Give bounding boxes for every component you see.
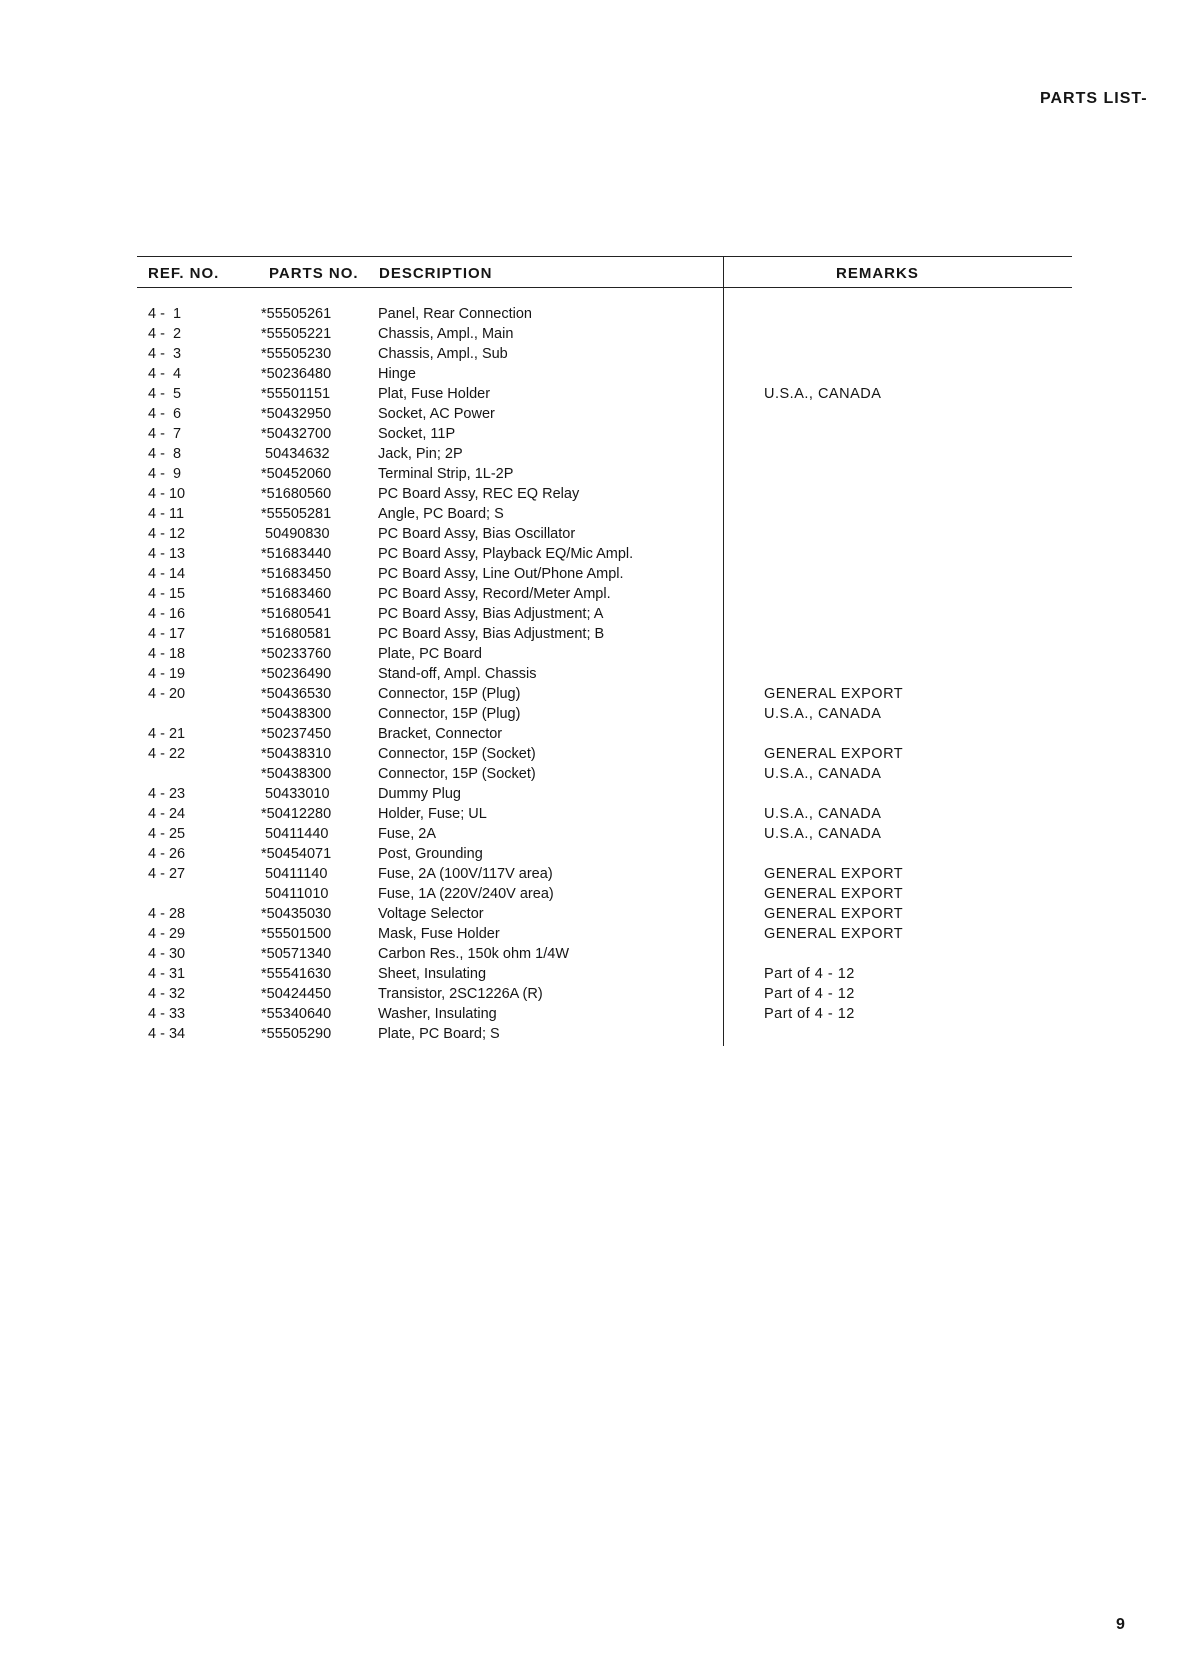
table-row — [137, 986, 1072, 1006]
table-header-rule — [137, 287, 1072, 288]
parts-no-cell: 50433010 — [261, 786, 330, 802]
parts-no-cell: *51683450 — [261, 566, 332, 582]
table-row — [137, 886, 1072, 906]
description-cell: Plate, PC Board — [378, 646, 482, 662]
parts-no-cell: *55501500 — [261, 926, 332, 942]
parts-no-cell: 50490830 — [261, 526, 330, 542]
table-row — [137, 546, 1072, 566]
table-row — [137, 1006, 1072, 1026]
ref-no-cell: 4 - 25 — [148, 826, 186, 842]
parts-no-cell: *55505230 — [261, 346, 332, 362]
parts-no-cell: *50571340 — [261, 946, 332, 962]
ref-no-cell: 4 - 18 — [148, 646, 186, 662]
parts-no-cell: *50454071 — [261, 846, 332, 862]
table-row — [137, 426, 1072, 446]
parts-no-cell: *50236490 — [261, 666, 332, 682]
table-row — [137, 686, 1072, 706]
description-cell: Fuse, 2A (100V/117V area) — [378, 866, 553, 882]
ref-no-cell: 4 - 16 — [148, 606, 186, 622]
description-cell: PC Board Assy, Record/Meter Ampl. — [378, 586, 611, 602]
table-row — [137, 726, 1072, 746]
ref-no-cell: 4 - 11 — [148, 506, 185, 522]
description-cell: Plat, Fuse Holder — [378, 386, 491, 402]
parts-no-cell: *55505261 — [261, 306, 332, 322]
parts-no-cell: *50432700 — [261, 426, 332, 442]
table-row — [137, 626, 1072, 646]
description-cell: Connector, 15P (Plug) — [378, 706, 521, 722]
parts-no-cell: 50411010 — [261, 886, 329, 902]
description-cell: Holder, Fuse; UL — [378, 806, 487, 822]
description-cell: Dummy Plug — [378, 786, 461, 802]
table-row — [137, 506, 1072, 526]
table-row — [137, 566, 1072, 586]
ref-no-cell: 4 - 2 — [148, 326, 182, 342]
table-row — [137, 346, 1072, 366]
description-cell: Carbon Res., 150k ohm 1/4W — [378, 946, 570, 962]
table-body — [137, 306, 1072, 1046]
ref-no-cell: 4 - 32 — [148, 986, 186, 1002]
description-cell: Terminal Strip, 1L-2P — [378, 466, 514, 482]
ref-no-cell: 4 - 10 — [148, 486, 186, 502]
remarks-cell: U.S.A., CANADA — [764, 386, 882, 402]
parts-no-cell: *50412280 — [261, 806, 332, 822]
table-row — [137, 486, 1072, 506]
parts-no-cell: *51683440 — [261, 546, 332, 562]
parts-no-cell: *55340640 — [261, 1006, 332, 1022]
parts-no-cell: *50436530 — [261, 686, 332, 702]
description-cell: Connector, 15P (Socket) — [378, 746, 536, 762]
table-row — [137, 446, 1072, 466]
ref-no-cell: 4 - 24 — [148, 806, 186, 822]
description-cell: PC Board Assy, Bias Oscillator — [378, 526, 576, 542]
parts-no-cell: *55505290 — [261, 1026, 332, 1042]
parts-no-cell: 50434632 — [261, 446, 330, 462]
parts-no-cell: *55501151 — [261, 386, 331, 402]
col-header-ref-no: REF. NO. — [148, 265, 220, 282]
description-cell: PC Board Assy, REC EQ Relay — [378, 486, 580, 502]
ref-no-cell: 4 - 34 — [148, 1026, 186, 1042]
ref-no-cell: 4 - 6 — [148, 406, 182, 422]
parts-no-cell: *55505221 — [261, 326, 332, 342]
table-row — [137, 466, 1072, 486]
ref-no-cell: 4 - 14 — [148, 566, 186, 582]
parts-no-cell: *50233760 — [261, 646, 332, 662]
table-row — [137, 866, 1072, 886]
ref-no-cell: 4 - 26 — [148, 846, 186, 862]
col-header-description: DESCRIPTION — [379, 265, 493, 282]
parts-no-cell: *51680560 — [261, 486, 332, 502]
parts-no-cell: *51680581 — [261, 626, 332, 642]
ref-no-cell: 4 - 3 — [148, 346, 182, 362]
description-cell: Jack, Pin; 2P — [378, 446, 463, 462]
ref-no-cell: 4 - 13 — [148, 546, 186, 562]
ref-no-cell: 4 - 23 — [148, 786, 186, 802]
description-cell: Voltage Selector — [378, 906, 484, 922]
table-row — [137, 806, 1072, 826]
parts-no-cell: *55541630 — [261, 966, 332, 982]
description-cell: PC Board Assy, Line Out/Phone Ampl. — [378, 566, 624, 582]
parts-no-cell: 50411140 — [261, 866, 328, 882]
ref-no-cell: 4 - 15 — [148, 586, 186, 602]
table-row — [137, 786, 1072, 806]
parts-no-cell: *50432950 — [261, 406, 332, 422]
table-row — [137, 526, 1072, 546]
table-row — [137, 906, 1072, 926]
table-row — [137, 386, 1072, 406]
ref-no-cell: 4 - 21 — [148, 726, 186, 742]
table-row — [137, 966, 1072, 986]
description-cell: Connector, 15P (Socket) — [378, 766, 536, 782]
page-number: 9 — [1116, 1616, 1125, 1633]
description-cell: Connector, 15P (Plug) — [378, 686, 521, 702]
parts-no-cell: *50438310 — [261, 746, 332, 762]
table-row — [137, 1026, 1072, 1046]
parts-no-cell: *50452060 — [261, 466, 332, 482]
table-row — [137, 666, 1072, 686]
table-row — [137, 606, 1072, 626]
table-row — [137, 946, 1072, 966]
col-header-remarks: REMARKS — [836, 265, 919, 282]
parts-no-cell: *51683460 — [261, 586, 332, 602]
remarks-cell: U.S.A., CANADA — [764, 806, 882, 822]
parts-no-cell: *50435030 — [261, 906, 332, 922]
remarks-cell: U.S.A., CANADA — [764, 826, 882, 842]
ref-no-cell: 4 - 8 — [148, 446, 182, 462]
col-header-parts-no: PARTS NO. — [269, 265, 359, 282]
ref-no-cell: 4 - 9 — [148, 466, 182, 482]
remarks-cell: GENERAL EXPORT — [764, 926, 904, 942]
parts-no-cell: *55505281 — [261, 506, 332, 522]
description-cell: Hinge — [378, 366, 416, 382]
ref-no-cell: 4 - 1 — [148, 306, 182, 322]
description-cell: Stand-off, Ampl. Chassis — [378, 666, 537, 682]
table-row — [137, 846, 1072, 866]
table-row — [137, 406, 1072, 426]
table-top-rule — [137, 256, 1072, 257]
ref-no-cell: 4 - 28 — [148, 906, 186, 922]
description-cell: Chassis, Ampl., Sub — [378, 346, 508, 362]
remarks-cell: GENERAL EXPORT — [764, 906, 904, 922]
table-row — [137, 366, 1072, 386]
parts-no-cell: *50438300 — [261, 706, 332, 722]
remarks-cell: Part of 4 - 12 — [764, 1006, 855, 1022]
parts-no-cell: 50411440 — [261, 826, 329, 842]
remarks-cell: U.S.A., CANADA — [764, 706, 882, 722]
ref-no-cell: 4 - 29 — [148, 926, 186, 942]
remarks-cell: GENERAL EXPORT — [764, 886, 904, 902]
ref-no-cell: 4 - 5 — [148, 386, 182, 402]
ref-no-cell: 4 - 30 — [148, 946, 186, 962]
table-row — [137, 586, 1072, 606]
description-cell: Washer, Insulating — [378, 1006, 497, 1022]
description-cell: Socket, AC Power — [378, 406, 495, 422]
ref-no-cell: 4 - 19 — [148, 666, 186, 682]
description-cell: PC Board Assy, Playback EQ/Mic Ampl. — [378, 546, 634, 562]
ref-no-cell: 4 - 27 — [148, 866, 186, 882]
description-cell: Plate, PC Board; S — [378, 1026, 500, 1042]
ref-no-cell: 4 - 17 — [148, 626, 186, 642]
description-cell: Angle, PC Board; S — [378, 506, 504, 522]
description-cell: PC Board Assy, Bias Adjustment; A — [378, 606, 604, 622]
parts-no-cell: *50438300 — [261, 766, 332, 782]
table-row — [137, 706, 1072, 726]
ref-no-cell: 4 - 33 — [148, 1006, 186, 1022]
table-row — [137, 926, 1072, 946]
table-row — [137, 766, 1072, 786]
table-row — [137, 326, 1072, 346]
table-row — [137, 646, 1072, 666]
parts-no-cell: *50424450 — [261, 986, 332, 1002]
ref-no-cell: 4 - 4 — [148, 366, 182, 382]
description-cell: PC Board Assy, Bias Adjustment; B — [378, 626, 605, 642]
ref-no-cell: 4 - 31 — [148, 966, 186, 982]
page-header-title: PARTS LIST- — [1040, 90, 1148, 107]
remarks-cell: GENERAL EXPORT — [764, 866, 904, 882]
description-cell: Bracket, Connector — [378, 726, 503, 742]
remarks-cell: GENERAL EXPORT — [764, 746, 904, 762]
remarks-cell: Part of 4 - 12 — [764, 986, 855, 1002]
description-cell: Mask, Fuse Holder — [378, 926, 500, 942]
ref-no-cell: 4 - 7 — [148, 426, 182, 442]
description-cell: Sheet, Insulating — [378, 966, 487, 982]
remarks-cell: U.S.A., CANADA — [764, 766, 882, 782]
description-cell: Fuse, 2A — [378, 826, 437, 842]
remarks-cell: GENERAL EXPORT — [764, 686, 904, 702]
description-cell: Panel, Rear Connection — [378, 306, 532, 322]
ref-no-cell: 4 - 12 — [148, 526, 186, 542]
ref-no-cell: 4 - 22 — [148, 746, 186, 762]
remarks-cell: Part of 4 - 12 — [764, 966, 855, 982]
parts-no-cell: *51680541 — [261, 606, 332, 622]
description-cell: Transistor, 2SC1226A (R) — [378, 986, 543, 1002]
ref-no-cell: 4 - 20 — [148, 686, 186, 702]
description-cell: Post, Grounding — [378, 846, 483, 862]
description-cell: Chassis, Ampl., Main — [378, 326, 514, 342]
parts-no-cell: *50237450 — [261, 726, 332, 742]
table-row — [137, 306, 1072, 326]
description-cell: Socket, 11P — [378, 426, 456, 442]
parts-no-cell: *50236480 — [261, 366, 332, 382]
description-cell: Fuse, 1A (220V/240V area) — [378, 886, 554, 902]
table-row — [137, 826, 1072, 846]
table-row — [137, 746, 1072, 766]
